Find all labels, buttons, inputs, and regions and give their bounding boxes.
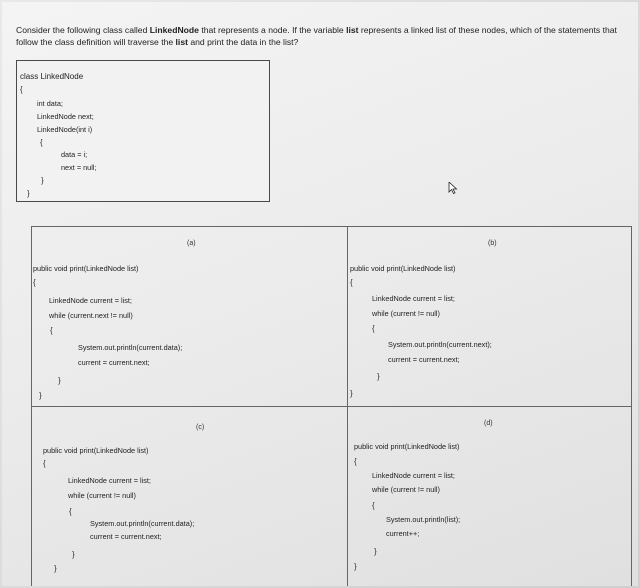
option-c-brace: }: [72, 550, 75, 559]
option-c-open-brace: {: [43, 459, 46, 468]
option-d-brace: {: [372, 501, 375, 510]
constructor-line-2: next = null;: [61, 163, 97, 172]
option-d-line-1: LinkedNode current = list;: [372, 471, 455, 480]
mouse-cursor-icon: [448, 182, 458, 194]
question-text: [16, 24, 626, 48]
question-part: Consider the following class called: [16, 25, 150, 35]
option-d-signature: public void print(LinkedNode list): [354, 442, 460, 451]
field-next: LinkedNode next;: [37, 112, 94, 121]
grid-middle-border: [31, 406, 632, 407]
option-b-close-brace: }: [350, 389, 353, 398]
option-d-line-4: System.out.println(list);: [386, 515, 461, 524]
question-classname: LinkedNode: [149, 25, 199, 35]
grid-left-border: [31, 226, 32, 586]
grid-right-border: [631, 226, 632, 586]
class-title: class LinkedNode: [20, 72, 84, 81]
constructor-close-brace: }: [41, 176, 44, 185]
option-c-line-2: while (current != null): [68, 491, 136, 500]
worksheet: [2, 2, 638, 586]
option-c-line-5: current = current.next;: [90, 532, 162, 541]
option-a-signature: public void print(LinkedNode list): [33, 264, 139, 273]
option-b-line-5: current = current.next;: [388, 355, 460, 364]
option-c-line-1: LinkedNode current = list;: [68, 476, 151, 485]
class-open-brace: {: [20, 85, 23, 94]
option-c-signature: public void print(LinkedNode list): [43, 446, 149, 455]
constructor-open-brace: {: [40, 138, 43, 147]
option-b-line-1: LinkedNode current = list;: [372, 294, 455, 303]
grid-top-border: [31, 226, 632, 227]
option-d-close-brace: }: [354, 562, 357, 571]
option-d-label: (d): [484, 420, 493, 427]
question-variable: list: [346, 25, 359, 35]
constructor-line-1: data = i;: [61, 150, 88, 159]
option-b-brace: {: [372, 324, 375, 333]
option-d-line-2: while (current != null): [372, 485, 440, 494]
constructor-signature: LinkedNode(int i): [37, 125, 93, 134]
question-variable: list: [175, 37, 188, 47]
option-c-line-4: System.out.println(current.data);: [90, 519, 195, 528]
option-a-line-4: System.out.println(current.data);: [78, 343, 183, 352]
class-close-brace: }: [27, 189, 30, 198]
option-c-label: (c): [196, 424, 205, 431]
option-a-brace: }: [58, 376, 61, 385]
option-d-brace: }: [374, 547, 377, 556]
option-b-brace: }: [377, 372, 380, 381]
class-definition-box: [16, 60, 270, 202]
option-a-brace: {: [50, 326, 53, 335]
question-part: represents a linked list of these nodes, which of the statements that follow the class definition will traverse the: [16, 25, 617, 47]
option-b-label: (b): [488, 240, 497, 247]
option-b-line-4: System.out.println(current.next);: [388, 340, 492, 349]
option-c-close-brace: }: [54, 564, 57, 573]
option-d-open-brace: {: [354, 457, 357, 466]
question-part: that represents a node. If the variable: [198, 25, 347, 35]
option-a-open-brace: {: [33, 278, 36, 287]
option-a-label: (a): [187, 240, 196, 247]
option-a-line-2: while (current.next != null): [49, 311, 133, 320]
field-data: int data;: [37, 99, 63, 108]
option-c-brace: {: [69, 507, 72, 516]
option-a-line-1: LinkedNode current = list;: [49, 296, 132, 305]
option-b-line-2: while (current != null): [372, 309, 440, 318]
option-b-open-brace: {: [350, 278, 353, 287]
option-a-close-brace: }: [39, 391, 42, 400]
question-part: and print the data in the list?: [187, 37, 299, 47]
option-d-line-5: current++;: [386, 529, 420, 538]
option-b-signature: public void print(LinkedNode list): [350, 264, 456, 273]
option-a-line-5: current = current.next;: [78, 358, 150, 367]
grid-center-divider: [347, 226, 348, 586]
